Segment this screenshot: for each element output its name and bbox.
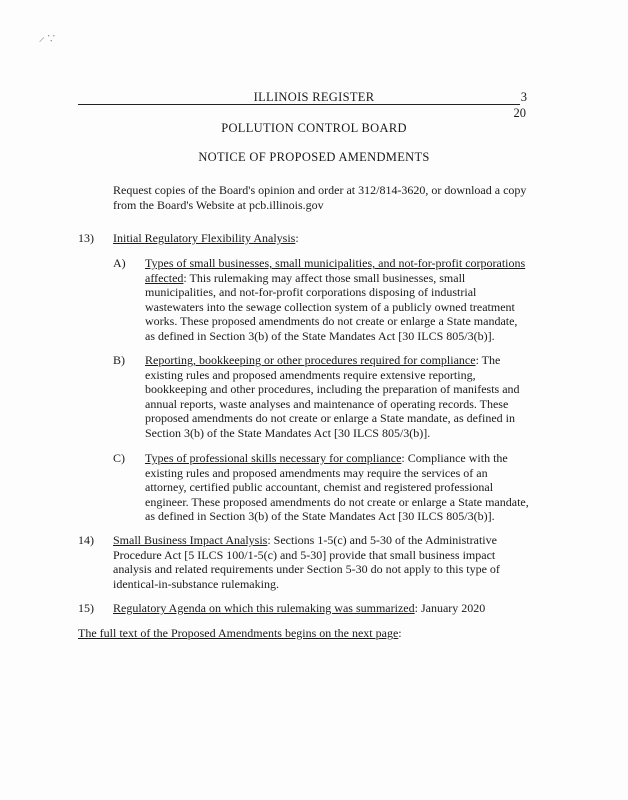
section-15-text: : January 2020 (414, 601, 486, 615)
item-c-paragraph (145, 451, 529, 524)
section-14-paragraph (113, 533, 533, 591)
scan-artifact-mark: ﾞ̷ ∵ (34, 34, 58, 45)
request-copies-paragraph: Request copies of the Board's opinion and order at 312/814-3620, or download a copy from the Board's Website at pcb.illinois.gov (113, 183, 527, 212)
full-text-note-suffix: : (398, 626, 402, 640)
item-b-letter: B) (113, 353, 125, 367)
section-15-number: 15) (78, 601, 94, 615)
section-13-number: 13) (78, 231, 94, 245)
section-13-heading-text: Initial Regulatory Flexibility Analysis (113, 231, 296, 245)
section-13-heading (113, 231, 533, 246)
item-a-text: : This rulemaking may affect those small businesses, small municipalities, and not-for-profit corporations disposing of industrial wastewaters into the sewage collection system of a publicly owned treatment works. These proposed amendments do not create or enlarge a State mandate, as defined in Section 3(b) of the State Mandates Act [30 ILCS 805/3(b)]. (145, 270, 518, 343)
item-b-text: : The existing rules and proposed amendments require extensive reporting, bookkeeping and other procedures, including the preparation of manifests and annual reports, waste analyses and maintenance of operating records. These proposed amendments do not create or enlarge a State mandate, as defined in Section 3(b) of the State Mandates Act [30 ILCS 805/3(b)]. (145, 353, 520, 440)
page-number: 20 (513, 106, 526, 120)
section-14-text: : Sections 1-5(c) and 5-30 of the Administrative Procedure Act [5 ILCS 100/1-5(c) and 5-30] provide that small business impact analysis and related requirements under Section 5-30 do not apply to this type of identical-in-substance rulemaking. (113, 533, 500, 591)
notice-title: NOTICE OF PROPOSED AMENDMENTS (198, 150, 430, 164)
item-a-paragraph (145, 256, 529, 344)
section-13-heading-suffix: : (295, 231, 299, 245)
item-b-label: Reporting, bookkeeping or other procedures required for compliance (145, 353, 476, 367)
item-a-letter: A) (113, 256, 126, 270)
item-c-text: : Compliance with the existing rules and proposed amendments may require the services of an attorney, certified public accountant, chemist and registered professional engineer. These proposed amendments do not create or enlarge a State mandate, as defined in Section 3(b) of the State Mandates Act [30 ILCS 805/3(b)]. (145, 451, 529, 524)
full-text-note (78, 626, 538, 641)
issue-number: 3 (520, 90, 527, 104)
full-text-note-text: The full text of the Proposed Amendments begins on the next page (78, 626, 399, 640)
section-15-paragraph (113, 601, 533, 616)
board-name: POLLUTION CONTROL BOARD (221, 121, 407, 135)
section-14-label: Small Business Impact Analysis (113, 533, 268, 547)
section-14-number: 14) (78, 533, 94, 547)
section-15-label: Regulatory Agenda on which this rulemaking was summarized (113, 601, 415, 615)
register-title: ILLINOIS REGISTER (253, 90, 375, 104)
item-b-paragraph (145, 353, 535, 441)
item-c-label: Types of professional skills necessary for compliance (145, 451, 402, 465)
item-a-label: Types of small businesses, small municipalities, and not-for-profit corporations affected (145, 256, 526, 285)
header-rule (78, 104, 520, 105)
item-c-letter: C) (113, 451, 125, 465)
